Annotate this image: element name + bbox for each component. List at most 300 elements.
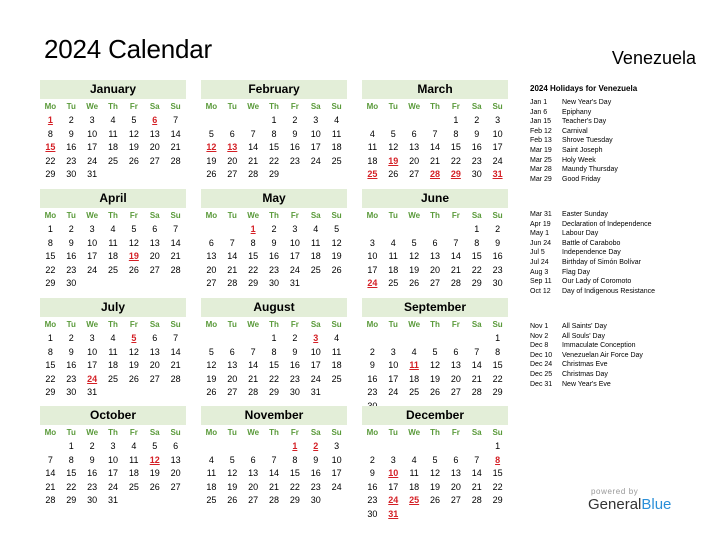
day: 8: [271, 346, 277, 357]
day: 3: [495, 115, 501, 125]
day: 8: [474, 237, 480, 248]
weekday-label: Sa: [471, 102, 482, 111]
month-february: [201, 80, 347, 182]
weekday-label: Fr: [129, 428, 138, 437]
day: 28: [248, 169, 259, 179]
day: 7: [474, 454, 480, 465]
day: 14: [450, 251, 461, 261]
holiday-day: 5: [131, 333, 137, 343]
empty-cell: [243, 332, 264, 346]
day: 23: [367, 387, 378, 397]
day-grid: [201, 332, 347, 400]
day: 19: [331, 251, 342, 261]
day-grid: [362, 223, 508, 291]
weekday-label: Mo: [205, 320, 218, 329]
weekday-label: Th: [108, 211, 118, 220]
day: 10: [367, 251, 378, 261]
empty-cell: [201, 114, 222, 128]
holiday-name: Christmas Day: [562, 370, 608, 378]
holiday-day: 12: [206, 142, 217, 152]
weekday-label: Sa: [471, 211, 482, 220]
weekday-label: Mo: [44, 428, 57, 437]
day: 12: [128, 346, 139, 357]
day: 15: [45, 251, 56, 261]
month-header: November: [201, 406, 347, 425]
day: 27: [450, 495, 461, 505]
empty-cell: [425, 332, 446, 346]
day-grid: [40, 440, 186, 508]
day: 3: [89, 224, 95, 234]
day: 28: [471, 387, 482, 397]
holiday-day: 1: [250, 224, 256, 234]
holiday-name: Labour Day: [562, 230, 599, 238]
day: 4: [369, 128, 375, 139]
weekday-label: Th: [430, 320, 440, 329]
day: 26: [409, 278, 420, 288]
day: 10: [388, 360, 399, 370]
day: 10: [331, 454, 342, 465]
day: 29: [248, 278, 259, 288]
day: 6: [453, 454, 459, 465]
day-grid: [362, 332, 508, 413]
holiday-date: Jul 24: [530, 258, 549, 266]
weekday-label: Su: [331, 102, 342, 111]
day: 5: [131, 224, 137, 234]
day: 29: [492, 387, 503, 397]
empty-cell: [40, 440, 61, 454]
day-grid: [362, 440, 508, 521]
day: 22: [268, 373, 279, 384]
day: 15: [492, 468, 503, 478]
day: 6: [250, 454, 256, 465]
weekday-label: Tu: [66, 320, 76, 329]
day: 15: [268, 360, 279, 370]
day: 21: [471, 481, 482, 492]
weekday-row: [201, 100, 347, 113]
empty-cell: [445, 440, 466, 454]
day: 22: [471, 264, 482, 275]
day: 14: [170, 237, 181, 248]
empty-cell: [404, 223, 425, 237]
day: 14: [429, 142, 440, 152]
day: 24: [310, 373, 321, 384]
day: 12: [429, 360, 440, 370]
holiday-list-1: [530, 84, 637, 184]
day: 30: [87, 495, 98, 505]
weekday-label: Mo: [44, 320, 57, 329]
day: 17: [310, 360, 321, 370]
holiday-name: Flag Day: [562, 268, 591, 276]
weekday-label: We: [247, 102, 260, 111]
weekday-label: Su: [492, 211, 503, 220]
month-header: December: [362, 406, 508, 425]
day: 22: [289, 481, 300, 492]
day: 14: [170, 346, 181, 357]
brand-general: General: [588, 496, 642, 513]
day: 25: [128, 481, 139, 492]
powered-by-label: powered by: [591, 487, 639, 496]
day: 23: [87, 481, 98, 492]
day: 2: [474, 115, 480, 125]
weekday-label: Su: [331, 320, 342, 329]
holiday-day: 1: [47, 115, 53, 125]
weekday-label: Sa: [310, 102, 321, 111]
day: 26: [227, 495, 238, 505]
holiday-date: Jan 1: [530, 99, 548, 106]
day: 16: [66, 142, 77, 152]
day: 4: [110, 333, 116, 343]
day: 17: [331, 468, 342, 478]
day: 11: [331, 346, 342, 357]
holiday-date: Feb 12: [530, 127, 552, 135]
day: 30: [66, 278, 77, 288]
empty-cell: [222, 332, 243, 346]
weekday-label: Su: [331, 428, 342, 437]
day: 5: [334, 224, 340, 234]
weekday-label: Tu: [227, 320, 237, 329]
day: 20: [206, 264, 217, 275]
country-name: Venezuela: [611, 48, 696, 68]
day: 18: [107, 251, 118, 261]
day: 13: [149, 237, 160, 248]
day: 14: [248, 142, 259, 152]
weekday-label: Tu: [66, 428, 76, 437]
day: 18: [206, 481, 217, 492]
day-grid: [201, 114, 347, 182]
day: 21: [45, 481, 56, 492]
weekday-label: Sa: [471, 428, 482, 437]
holiday-day: 15: [45, 142, 56, 152]
weekday-label: We: [408, 320, 421, 329]
day: 22: [45, 155, 56, 166]
weekday-label: Su: [170, 211, 181, 220]
day: 1: [271, 333, 277, 343]
day: 25: [331, 155, 342, 166]
day: 3: [390, 346, 396, 357]
day: 8: [47, 237, 53, 248]
day: 3: [110, 441, 116, 451]
day: 7: [173, 224, 179, 234]
holiday-row: [530, 277, 655, 287]
day: 28: [450, 278, 461, 288]
holiday-date: Jan 6: [530, 108, 548, 116]
weekday-label: Fr: [451, 211, 460, 220]
month-may: [201, 189, 347, 291]
holiday-row: [530, 156, 637, 166]
day: 30: [268, 278, 279, 288]
weekday-label: We: [247, 428, 260, 437]
day: 7: [173, 333, 179, 343]
empty-cell: [362, 440, 383, 454]
empty-cell: [222, 223, 243, 237]
day: 8: [68, 454, 74, 465]
day: 25: [107, 264, 118, 275]
day: 28: [248, 387, 259, 397]
day: 7: [453, 237, 459, 248]
day: 18: [128, 468, 139, 478]
day: 6: [229, 346, 235, 357]
weekday-label: Mo: [44, 211, 57, 220]
day: 16: [66, 251, 77, 261]
holiday-day: 31: [492, 169, 503, 179]
day: 21: [429, 155, 440, 166]
holiday-name: Shrove Tuesday: [562, 137, 613, 145]
day: 14: [227, 251, 238, 261]
day: 8: [453, 128, 459, 139]
month-header: August: [201, 298, 347, 317]
day: 2: [68, 333, 74, 343]
weekday-label: Sa: [149, 320, 160, 329]
holiday-day: 12: [149, 454, 160, 465]
holiday-row: [530, 108, 637, 118]
day: 23: [289, 155, 300, 166]
day: 18: [107, 142, 118, 152]
day: 25: [310, 264, 321, 275]
day: 3: [313, 115, 319, 125]
holiday-name: Battle of Carabobo: [562, 239, 621, 247]
holiday-row: [530, 146, 637, 156]
day: 19: [206, 373, 217, 384]
day: 13: [149, 128, 160, 139]
holiday-day: 24: [367, 278, 378, 288]
holiday-name: Birthday of Simón Bolívar: [562, 258, 641, 266]
empty-cell: [222, 114, 243, 128]
weekday-label: We: [247, 211, 260, 220]
day: 23: [66, 155, 77, 166]
empty-cell: [264, 440, 285, 454]
day: 19: [429, 373, 440, 384]
month-header: July: [40, 298, 186, 317]
weekday-label: Su: [492, 320, 503, 329]
day: 27: [170, 481, 181, 492]
day: 17: [492, 142, 503, 152]
day: 30: [66, 169, 77, 179]
holiday-day: 8: [495, 454, 501, 465]
day: 1: [474, 224, 480, 234]
day: 26: [206, 169, 217, 179]
holiday-day: 11: [409, 360, 419, 370]
holiday-row: [530, 210, 655, 220]
day: 16: [310, 468, 321, 478]
day: 7: [271, 454, 277, 465]
day: 27: [149, 155, 160, 166]
day: 6: [173, 441, 179, 451]
holiday-date: Dec 10: [530, 351, 553, 359]
day: 5: [131, 115, 137, 125]
day: 31: [87, 387, 98, 397]
day: 4: [390, 237, 396, 248]
day: 15: [289, 468, 300, 478]
weekday-label: Mo: [205, 102, 218, 111]
day: 30: [492, 278, 503, 288]
empty-cell: [425, 223, 446, 237]
weekday-label: Su: [331, 211, 342, 220]
empty-cell: [404, 440, 425, 454]
day: 12: [409, 251, 420, 261]
empty-cell: [425, 114, 446, 128]
day: 26: [331, 264, 342, 275]
day: 2: [68, 224, 74, 234]
holiday-row: [530, 220, 655, 230]
day: 4: [208, 454, 214, 465]
holiday-day: 6: [152, 115, 158, 125]
day: 13: [227, 360, 238, 370]
day: 11: [331, 128, 342, 139]
weekday-label: Su: [170, 102, 181, 111]
day: 31: [107, 495, 118, 505]
day: 13: [450, 468, 461, 478]
month-august: [201, 298, 347, 400]
day: 26: [128, 373, 139, 384]
holiday-name: Our Lady of Coromoto: [562, 278, 632, 286]
day: 27: [149, 264, 160, 275]
day: 23: [66, 264, 77, 275]
day: 16: [367, 481, 378, 492]
day: 24: [388, 387, 399, 397]
day: 5: [152, 441, 158, 451]
holiday-date: Sep 11: [530, 278, 552, 286]
day: 2: [292, 115, 298, 125]
day: 26: [429, 387, 440, 397]
day: 25: [107, 155, 118, 166]
month-november: [201, 406, 347, 508]
holiday-date: Dec 31: [530, 380, 553, 388]
day: 27: [450, 387, 461, 397]
weekday-row: [201, 318, 347, 331]
day: 10: [87, 237, 98, 248]
holiday-list-3: [530, 322, 643, 389]
holiday-day: 24: [87, 373, 98, 384]
holiday-day: 25: [409, 495, 420, 505]
weekday-label: Th: [269, 320, 279, 329]
day: 21: [471, 373, 482, 384]
day: 13: [429, 251, 440, 261]
holiday-name: Independence Day: [562, 249, 621, 257]
month-header: March: [362, 80, 508, 99]
day: 10: [310, 128, 321, 139]
day: 20: [170, 468, 181, 478]
holiday-row: [530, 332, 643, 342]
day: 7: [47, 454, 53, 465]
day: 7: [229, 237, 235, 248]
weekday-label: Th: [269, 211, 279, 220]
day: 12: [206, 360, 217, 370]
day: 29: [45, 387, 56, 397]
holiday-row: [530, 248, 655, 258]
day: 10: [107, 454, 118, 465]
holiday-date: Mar 29: [530, 175, 552, 183]
day: 26: [128, 264, 139, 275]
empty-cell: [243, 114, 264, 128]
day: 3: [89, 333, 95, 343]
day: 25: [206, 495, 217, 505]
day: 11: [409, 468, 419, 478]
weekday-label: Mo: [205, 211, 218, 220]
day: 4: [110, 224, 116, 234]
holiday-row: [530, 239, 655, 249]
day: 18: [310, 251, 321, 261]
holiday-date: Dec 25: [530, 370, 553, 378]
day: 28: [268, 495, 279, 505]
day: 4: [110, 115, 116, 125]
weekday-label: Fr: [451, 320, 460, 329]
day: 21: [170, 251, 181, 261]
weekday-label: Th: [430, 102, 440, 111]
empty-cell: [445, 332, 466, 346]
holiday-name: Good Friday: [562, 175, 601, 183]
day: 27: [227, 387, 238, 397]
day: 6: [229, 128, 235, 139]
month-header: January: [40, 80, 186, 99]
day: 21: [248, 373, 259, 384]
day: 14: [45, 468, 56, 478]
weekday-row: [362, 318, 508, 331]
day: 4: [334, 333, 340, 343]
weekday-label: We: [86, 102, 99, 111]
day: 16: [268, 251, 279, 261]
weekday-label: We: [86, 320, 99, 329]
weekday-label: Mo: [205, 428, 218, 437]
day: 2: [369, 454, 375, 465]
day: 11: [367, 142, 378, 152]
day: 27: [409, 169, 420, 179]
day: 24: [107, 481, 118, 492]
day-grid: [201, 223, 347, 291]
day: 23: [289, 373, 300, 384]
holiday-date: Feb 13: [530, 137, 552, 145]
empty-cell: [383, 114, 404, 128]
day: 15: [492, 360, 503, 370]
day: 19: [128, 360, 139, 370]
weekday-label: We: [86, 428, 99, 437]
weekday-label: Tu: [227, 428, 237, 437]
weekday-label: Mo: [366, 428, 379, 437]
month-header: June: [362, 189, 508, 208]
holiday-date: Jul 5: [530, 249, 545, 257]
day: 6: [152, 224, 158, 234]
empty-cell: [243, 440, 264, 454]
day: 19: [149, 468, 160, 478]
day: 28: [471, 495, 482, 505]
weekday-label: Su: [492, 102, 503, 111]
day: 9: [68, 346, 74, 357]
empty-cell: [404, 332, 425, 346]
holiday-name: Carnival: [562, 127, 588, 135]
day: 9: [369, 468, 375, 478]
holiday-date: Dec 8: [530, 342, 549, 350]
day: 30: [289, 387, 300, 397]
day: 18: [331, 360, 342, 370]
day: 17: [388, 481, 399, 492]
day: 24: [87, 155, 98, 166]
month-header: April: [40, 189, 186, 208]
day: 17: [87, 142, 98, 152]
day: 8: [47, 128, 53, 139]
holiday-date: Mar 25: [530, 156, 552, 164]
empty-cell: [425, 440, 446, 454]
holiday-row: [530, 322, 643, 332]
day: 20: [149, 360, 160, 370]
day: 18: [107, 360, 118, 370]
day: 2: [495, 224, 501, 234]
empty-cell: [383, 332, 404, 346]
holiday-day: 25: [367, 169, 378, 179]
day: 20: [227, 155, 238, 166]
weekday-row: [362, 426, 508, 439]
weekday-label: Th: [108, 102, 118, 111]
weekday-label: Tu: [388, 428, 398, 437]
day: 30: [310, 495, 321, 505]
